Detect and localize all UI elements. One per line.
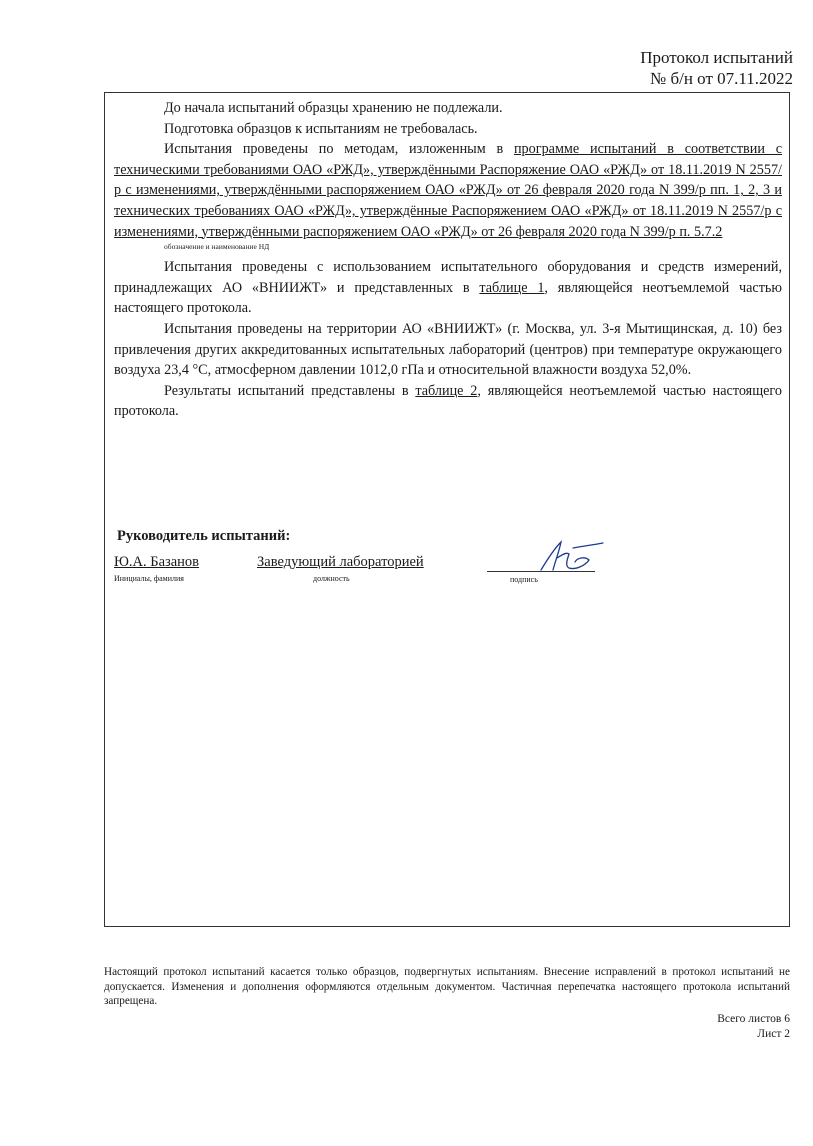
table2-reference: таблице 2 (415, 382, 478, 399)
signature-title: Руководитель испытаний: (117, 528, 291, 544)
methods-standard-reference: программе испытаний в соответствии с техническими требованиями ОАО «РЖД», утверждёнными Распоряжение ОАО «РЖД» от 18.11.2019 N 2557/р с изменениями, утверждёнными распоряжением ОАО «РЖД» от 26 февраля 2020 года N 399/р пп. 1, 2, 3 и технических требованиях ОАО «РЖД», утверждённые Распоряжением ОАО «РЖД» от 18.11.2019 N 2557/р с изменениями, утверждёнными распоряжением ОАО «РЖД» от 26 февраля 2020 года N 399/р п. 5.7.2 (114, 141, 782, 240)
standard-caption: обозначение и наименование НД (164, 242, 270, 252)
protocol-body (114, 98, 782, 422)
document-header (640, 47, 793, 89)
footer-notice: Настоящий протокол испытаний касается только образцов, подвергнутых испытаниям. Внесение исправлений в протокол испытаний не допускается. Изменения и дополнения оформляются отдельным документом. Частичная перепечатка настоящего протокола испытаний запрещена. (104, 966, 790, 1007)
paragraph-methods: Испытания проведены по методам, изложенным в программе испытаний в соответствии с техническими требованиями ОАО «РЖД», утверждёнными Распоряжение ОАО «РЖД» от 18.11.2019 N 2557/р с изменениями, утверждёнными распоряжением ОАО «РЖД» от 26 февраля 2020 года N 399/р пп. 1, 2, 3 и технических требованиях ОАО «РЖД», утверждённые Распоряжением ОАО «РЖД» от 18.11.2019 N 2557/р с изменениями, утверждёнными распоряжением ОАО «РЖД» от 26 февраля 2020 года N 399/р п. 5.7.2 (114, 141, 782, 240)
signatory-name: Ю.А. Базанов (114, 554, 200, 570)
paragraph-conditions: Испытания проведены на территории АО «ВНИИЖТ» (г. Москва, ул. 3-я Мытищинская, д. 10) без привлечения других аккредитованных испытательных лабораторий (центров) при температуре окружающего воздуха 23,4 °С, атмосферном давлении 1012,0 гПа и относительной влажности воздуха 52,0%. (114, 320, 782, 379)
signature-caption: подпись (510, 575, 538, 584)
paragraph-equipment: Испытания проведены с использованием испытательного оборудования и средств измерений, принадлежащих АО «ВНИИЖТ» и представленных в таблице 1, являющейся неотъемлемой частью настоящего протокола. (114, 259, 782, 317)
table1-reference: таблице 1 (479, 279, 545, 296)
paragraph-preparation: Подготовка образцов к испытаниям не требовалась. (164, 120, 478, 137)
handwritten-signature (535, 540, 605, 574)
paragraph-results: Результаты испытаний представлены в таблице 2, являющейся неотъемлемой частью настоящего протокола. (114, 382, 782, 420)
signatory-position-caption: должность (313, 574, 350, 583)
page-info (717, 1012, 790, 1042)
total-sheets: Всего листов 6 (717, 1013, 790, 1025)
signatory-position: Заведующий лабораторией (257, 554, 424, 570)
protocol-number: № б/н от 07.11.2022 (649, 69, 793, 88)
sheet-number: Лист 2 (757, 1028, 790, 1040)
signatory-name-caption: Инициалы, фамилия (114, 574, 184, 583)
protocol-title: Протокол испытаний (640, 48, 793, 67)
paragraph-storage: До начала испытаний образцы хранению не подлежали. (164, 100, 503, 116)
